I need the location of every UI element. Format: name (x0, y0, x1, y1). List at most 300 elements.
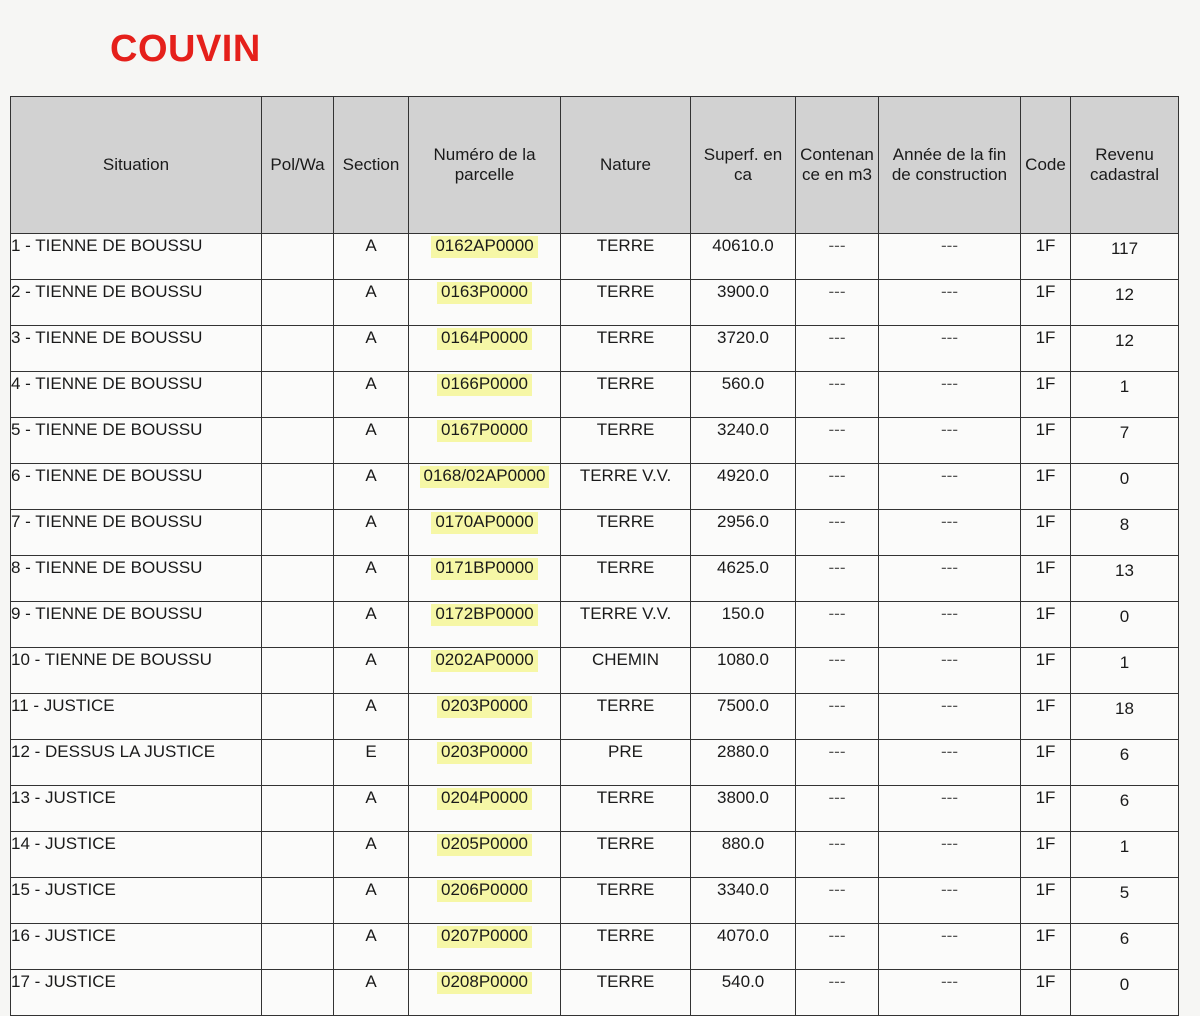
cell-numero (409, 464, 561, 510)
cell-code-text: 1F (1035, 788, 1056, 807)
cell-annee (879, 602, 1021, 648)
table-row (11, 786, 1179, 832)
cell-superf-text: 7500.0 (717, 696, 769, 715)
cell-numero-text: 0203P0000 (437, 696, 532, 715)
table-row (11, 648, 1179, 694)
cell-numero-text: 0203P0000 (437, 742, 532, 761)
cell-revenu-text: 1 (1119, 653, 1130, 672)
cell-annee-text: --- (941, 604, 958, 623)
cell-contenance-text: --- (828, 742, 846, 761)
cell-contenance-text: --- (828, 696, 846, 715)
cell-annee-text: --- (941, 696, 958, 715)
cell-revenu-text: 6 (1119, 929, 1130, 948)
cell-code-text: 1F (1035, 420, 1056, 439)
cell-numero (409, 602, 561, 648)
cell-section-text: E (365, 742, 377, 761)
cell-superf-text: 40610.0 (712, 236, 774, 255)
cell-situation (11, 464, 262, 510)
col-header-polwa: Pol/Wa (262, 97, 334, 234)
cell-numero-text: 0202AP0000 (431, 650, 537, 669)
cell-contenance-text: --- (828, 926, 846, 945)
cell-superf-text: 540.0 (721, 972, 765, 991)
cell-contenance-text: --- (828, 972, 846, 991)
cell-section-text: A (365, 420, 377, 439)
col-header-situation: Situation (11, 97, 262, 234)
cell-code (1021, 602, 1071, 648)
cell-revenu-text: 7 (1119, 423, 1130, 442)
cell-superf-text: 2880.0 (717, 742, 769, 761)
cell-superf (691, 878, 796, 924)
table-row (11, 878, 1179, 924)
cell-revenu-text: 0 (1119, 607, 1130, 626)
cell-annee-text: --- (941, 512, 958, 531)
cell-situation-text: 7 - TIENNE DE BOUSSU (11, 512, 203, 531)
cell-superf-text: 150.0 (721, 604, 765, 623)
cell-annee-text: --- (941, 374, 958, 393)
cell-contenance (796, 832, 879, 878)
cell-nature (561, 740, 691, 786)
cell-revenu-text: 117 (1110, 239, 1139, 258)
cell-numero (409, 648, 561, 694)
cell-section-text: A (365, 788, 377, 807)
cell-polwa (262, 510, 334, 556)
cell-revenu (1071, 602, 1179, 648)
cell-nature (561, 510, 691, 556)
cell-annee-text: --- (941, 328, 958, 347)
cell-revenu-text: 0 (1119, 975, 1130, 994)
cell-section-text: A (365, 282, 377, 301)
cell-numero-text: 0171BP0000 (431, 558, 537, 577)
cell-situation (11, 924, 262, 970)
cell-polwa (262, 326, 334, 372)
cell-superf (691, 648, 796, 694)
cell-nature (561, 832, 691, 878)
table-row (11, 924, 1179, 970)
cell-code (1021, 280, 1071, 326)
cell-numero (409, 234, 561, 280)
cell-nature (561, 556, 691, 602)
cell-polwa (262, 648, 334, 694)
col-header-section: Section (334, 97, 409, 234)
cell-contenance-text: --- (828, 328, 846, 347)
cell-contenance (796, 556, 879, 602)
table-header-row (11, 97, 1179, 234)
cell-situation (11, 878, 262, 924)
cell-section-text: A (365, 604, 377, 623)
cell-situation-text: 11 - JUSTICE (11, 696, 115, 715)
cell-annee-text: --- (941, 742, 958, 761)
cell-code-text: 1F (1035, 650, 1056, 669)
cell-numero-text: 0164P0000 (437, 328, 532, 347)
cell-code-text: 1F (1035, 880, 1056, 899)
cell-nature (561, 648, 691, 694)
cell-code (1021, 740, 1071, 786)
cell-situation (11, 510, 262, 556)
cell-polwa (262, 740, 334, 786)
cell-numero-text: 0206P0000 (437, 880, 532, 899)
cell-section-text: A (365, 512, 377, 531)
table-row (11, 740, 1179, 786)
cell-nature-text: TERRE (596, 374, 655, 393)
cell-contenance (796, 280, 879, 326)
cell-situation (11, 602, 262, 648)
cell-revenu (1071, 234, 1179, 280)
cell-section (334, 970, 409, 1016)
cell-code-text: 1F (1035, 834, 1056, 853)
cell-nature-text: TERRE (596, 420, 655, 439)
cell-superf (691, 786, 796, 832)
cell-annee-text: --- (941, 926, 958, 945)
cell-revenu-text: 12 (1115, 331, 1134, 350)
table-row (11, 234, 1179, 280)
cell-revenu (1071, 832, 1179, 878)
col-header-numero: Numéro de la parcelle (409, 97, 561, 234)
cell-code (1021, 464, 1071, 510)
cell-situation-text: 2 - TIENNE DE BOUSSU (11, 282, 203, 301)
cell-section (334, 418, 409, 464)
cell-section (334, 510, 409, 556)
cell-nature (561, 234, 691, 280)
cell-superf-text: 3340.0 (717, 880, 769, 899)
cell-code (1021, 234, 1071, 280)
cell-superf (691, 556, 796, 602)
cell-annee (879, 556, 1021, 602)
table-row (11, 326, 1179, 372)
cell-revenu (1071, 556, 1179, 602)
cell-nature (561, 786, 691, 832)
cell-nature (561, 924, 691, 970)
cell-code-text: 1F (1035, 926, 1056, 945)
cell-nature-text: PRE (608, 742, 643, 761)
table-row (11, 464, 1179, 510)
cell-nature (561, 694, 691, 740)
cell-numero-text: 0166P0000 (437, 374, 532, 393)
cell-revenu-text: 5 (1119, 883, 1130, 902)
cell-polwa (262, 464, 334, 510)
cell-numero (409, 970, 561, 1016)
cell-numero (409, 786, 561, 832)
cell-section-text: A (365, 650, 377, 669)
cell-revenu (1071, 372, 1179, 418)
cell-superf (691, 464, 796, 510)
cell-superf-text: 4625.0 (717, 558, 769, 577)
cell-code (1021, 418, 1071, 464)
cell-superf-text: 1080.0 (717, 650, 769, 669)
cell-code (1021, 326, 1071, 372)
cell-annee (879, 832, 1021, 878)
cell-numero-text: 0167P0000 (437, 420, 532, 439)
col-header-annee: Année de la fin de construction (879, 97, 1021, 234)
cell-contenance-text: --- (828, 650, 846, 669)
cell-code-text: 1F (1035, 374, 1056, 393)
cell-section-text: A (365, 236, 377, 255)
cell-numero (409, 510, 561, 556)
cell-nature (561, 326, 691, 372)
cell-superf-text: 3900.0 (717, 282, 769, 301)
table-body (11, 234, 1179, 1016)
cell-contenance (796, 418, 879, 464)
cell-code-text: 1F (1035, 558, 1056, 577)
page-title: COUVIN (110, 28, 261, 70)
cell-annee (879, 740, 1021, 786)
cell-polwa (262, 372, 334, 418)
cell-situation (11, 556, 262, 602)
cell-revenu-text: 0 (1119, 469, 1130, 488)
cell-section (334, 326, 409, 372)
cell-contenance-text: --- (828, 834, 846, 853)
cell-superf-text: 4070.0 (717, 926, 769, 945)
cell-situation-text: 3 - TIENNE DE BOUSSU (11, 328, 203, 347)
cell-code-text: 1F (1035, 742, 1056, 761)
cell-numero-text: 0207P0000 (437, 926, 532, 945)
cell-code-text: 1F (1035, 466, 1056, 485)
cell-annee (879, 648, 1021, 694)
cell-code (1021, 510, 1071, 556)
cell-contenance (796, 510, 879, 556)
cell-annee-text: --- (941, 880, 958, 899)
cell-annee-text: --- (941, 788, 958, 807)
cell-annee (879, 326, 1021, 372)
cell-nature-text: TERRE (596, 926, 655, 945)
cell-nature (561, 280, 691, 326)
cell-annee (879, 786, 1021, 832)
cell-revenu-text: 6 (1119, 745, 1130, 764)
cell-situation (11, 372, 262, 418)
cell-revenu (1071, 464, 1179, 510)
cell-situation-text: 13 - JUSTICE (11, 788, 116, 807)
cell-nature (561, 372, 691, 418)
cell-revenu-text: 13 (1115, 561, 1134, 580)
cell-section (334, 372, 409, 418)
cell-situation (11, 832, 262, 878)
cell-annee-text: --- (941, 558, 958, 577)
cell-numero (409, 556, 561, 602)
cell-nature-text: TERRE V.V. (579, 604, 672, 623)
cell-contenance (796, 970, 879, 1016)
cell-superf (691, 740, 796, 786)
cell-contenance (796, 464, 879, 510)
cell-code (1021, 970, 1071, 1016)
cell-section-text: A (365, 880, 377, 899)
cell-superf (691, 234, 796, 280)
cell-annee (879, 924, 1021, 970)
cell-contenance-text: --- (828, 558, 846, 577)
cell-numero-text: 0205P0000 (437, 834, 532, 853)
cell-numero (409, 924, 561, 970)
cell-contenance-text: --- (828, 282, 846, 301)
cell-nature-text: TERRE (596, 236, 655, 255)
cell-contenance-text: --- (828, 604, 846, 623)
cell-revenu (1071, 280, 1179, 326)
cell-situation-text: 17 - JUSTICE (11, 972, 116, 991)
table-row (11, 510, 1179, 556)
cell-contenance (796, 326, 879, 372)
table-row (11, 694, 1179, 740)
cell-section-text: A (365, 328, 377, 347)
cell-revenu-text: 1 (1119, 377, 1130, 396)
cell-situation (11, 648, 262, 694)
cell-contenance-text: --- (828, 374, 846, 393)
cell-superf-text: 4920.0 (717, 466, 769, 485)
cell-nature-text: CHEMIN (591, 650, 660, 669)
cell-situation (11, 418, 262, 464)
cell-code-text: 1F (1035, 236, 1056, 255)
cell-code-text: 1F (1035, 282, 1056, 301)
cell-nature (561, 970, 691, 1016)
cell-superf (691, 280, 796, 326)
cell-code (1021, 878, 1071, 924)
cell-annee-text: --- (941, 420, 958, 439)
table-row (11, 602, 1179, 648)
table-row (11, 280, 1179, 326)
cell-annee-text: --- (941, 466, 958, 485)
cell-superf (691, 372, 796, 418)
cell-section-text: A (365, 972, 377, 991)
cell-section-text: A (365, 834, 377, 853)
cell-code-text: 1F (1035, 604, 1056, 623)
cell-situation-text: 4 - TIENNE DE BOUSSU (11, 374, 203, 393)
cell-situation (11, 970, 262, 1016)
cell-annee-text: --- (941, 650, 958, 669)
cell-nature-text: TERRE (596, 972, 655, 991)
cell-superf (691, 970, 796, 1016)
cell-nature (561, 602, 691, 648)
cell-annee (879, 234, 1021, 280)
cell-nature-text: TERRE (596, 696, 655, 715)
cell-revenu (1071, 924, 1179, 970)
cell-situation (11, 234, 262, 280)
cell-contenance-text: --- (828, 788, 846, 807)
cell-situation (11, 694, 262, 740)
cell-annee-text: --- (941, 972, 958, 991)
cell-contenance (796, 740, 879, 786)
cell-superf (691, 602, 796, 648)
cell-code-text: 1F (1035, 328, 1056, 347)
col-header-nature: Nature (561, 97, 691, 234)
cell-superf (691, 510, 796, 556)
cell-section (334, 924, 409, 970)
cell-numero (409, 326, 561, 372)
cell-contenance-text: --- (828, 466, 846, 485)
cell-polwa (262, 556, 334, 602)
cell-annee (879, 878, 1021, 924)
cell-polwa (262, 694, 334, 740)
cell-numero-text: 0170AP0000 (431, 512, 537, 531)
cell-annee (879, 280, 1021, 326)
cell-section (334, 786, 409, 832)
cell-situation-text: 10 - TIENNE DE BOUSSU (11, 650, 212, 669)
table-row (11, 372, 1179, 418)
cell-contenance (796, 648, 879, 694)
cell-polwa (262, 878, 334, 924)
cell-superf (691, 832, 796, 878)
cell-numero (409, 832, 561, 878)
cell-contenance (796, 924, 879, 970)
cell-situation-text: 8 - TIENNE DE BOUSSU (11, 558, 203, 577)
cell-section (334, 602, 409, 648)
cell-numero (409, 878, 561, 924)
cell-numero-text: 0168/02AP0000 (420, 466, 550, 485)
cell-numero (409, 372, 561, 418)
cell-code (1021, 924, 1071, 970)
cell-section-text: A (365, 466, 377, 485)
cell-contenance (796, 234, 879, 280)
cell-nature-text: TERRE (596, 834, 655, 853)
cell-nature-text: TERRE V.V. (579, 466, 672, 485)
cell-revenu (1071, 648, 1179, 694)
cell-section (334, 740, 409, 786)
cell-situation-text: 14 - JUSTICE (11, 834, 116, 853)
cell-nature-text: TERRE (596, 880, 655, 899)
cell-revenu (1071, 326, 1179, 372)
cell-polwa (262, 418, 334, 464)
cell-annee-text: --- (941, 282, 958, 301)
cell-revenu (1071, 510, 1179, 556)
cell-nature-text: TERRE (596, 788, 655, 807)
cell-section (334, 648, 409, 694)
cell-code (1021, 556, 1071, 602)
cell-code (1021, 786, 1071, 832)
cell-nature (561, 464, 691, 510)
cell-nature-text: TERRE (596, 512, 655, 531)
cell-nature-text: TERRE (596, 328, 655, 347)
cell-polwa (262, 234, 334, 280)
cell-polwa (262, 832, 334, 878)
cell-superf (691, 418, 796, 464)
cell-revenu (1071, 970, 1179, 1016)
col-header-contenance: Contenan ce en m3 (796, 97, 879, 234)
cell-code (1021, 372, 1071, 418)
cell-numero-text: 0204P0000 (437, 788, 532, 807)
cell-section-text: A (365, 374, 377, 393)
cell-section (334, 694, 409, 740)
cell-situation (11, 280, 262, 326)
cell-revenu (1071, 418, 1179, 464)
cell-revenu-text: 6 (1119, 791, 1130, 810)
cell-numero (409, 694, 561, 740)
cell-superf (691, 924, 796, 970)
cell-nature (561, 418, 691, 464)
cell-annee (879, 510, 1021, 556)
cell-revenu (1071, 878, 1179, 924)
cell-annee (879, 970, 1021, 1016)
table-row (11, 832, 1179, 878)
cell-superf (691, 326, 796, 372)
cell-situation-text: 1 - TIENNE DE BOUSSU (11, 236, 203, 255)
cell-revenu (1071, 694, 1179, 740)
cell-revenu-text: 18 (1115, 699, 1134, 718)
cell-revenu (1071, 740, 1179, 786)
cell-section (334, 832, 409, 878)
cell-section-text: A (365, 696, 377, 715)
cell-section (334, 878, 409, 924)
cell-code-text: 1F (1035, 696, 1056, 715)
cell-section (334, 556, 409, 602)
cell-annee-text: --- (941, 236, 958, 255)
cell-numero (409, 280, 561, 326)
cell-annee (879, 418, 1021, 464)
cell-contenance-text: --- (828, 236, 846, 255)
cell-numero (409, 740, 561, 786)
cell-numero (409, 418, 561, 464)
cell-contenance (796, 786, 879, 832)
cell-superf-text: 3800.0 (717, 788, 769, 807)
cell-section-text: A (365, 926, 377, 945)
cell-superf-text: 2956.0 (717, 512, 769, 531)
cell-revenu (1071, 786, 1179, 832)
cell-situation (11, 326, 262, 372)
col-header-code: Code (1021, 97, 1071, 234)
